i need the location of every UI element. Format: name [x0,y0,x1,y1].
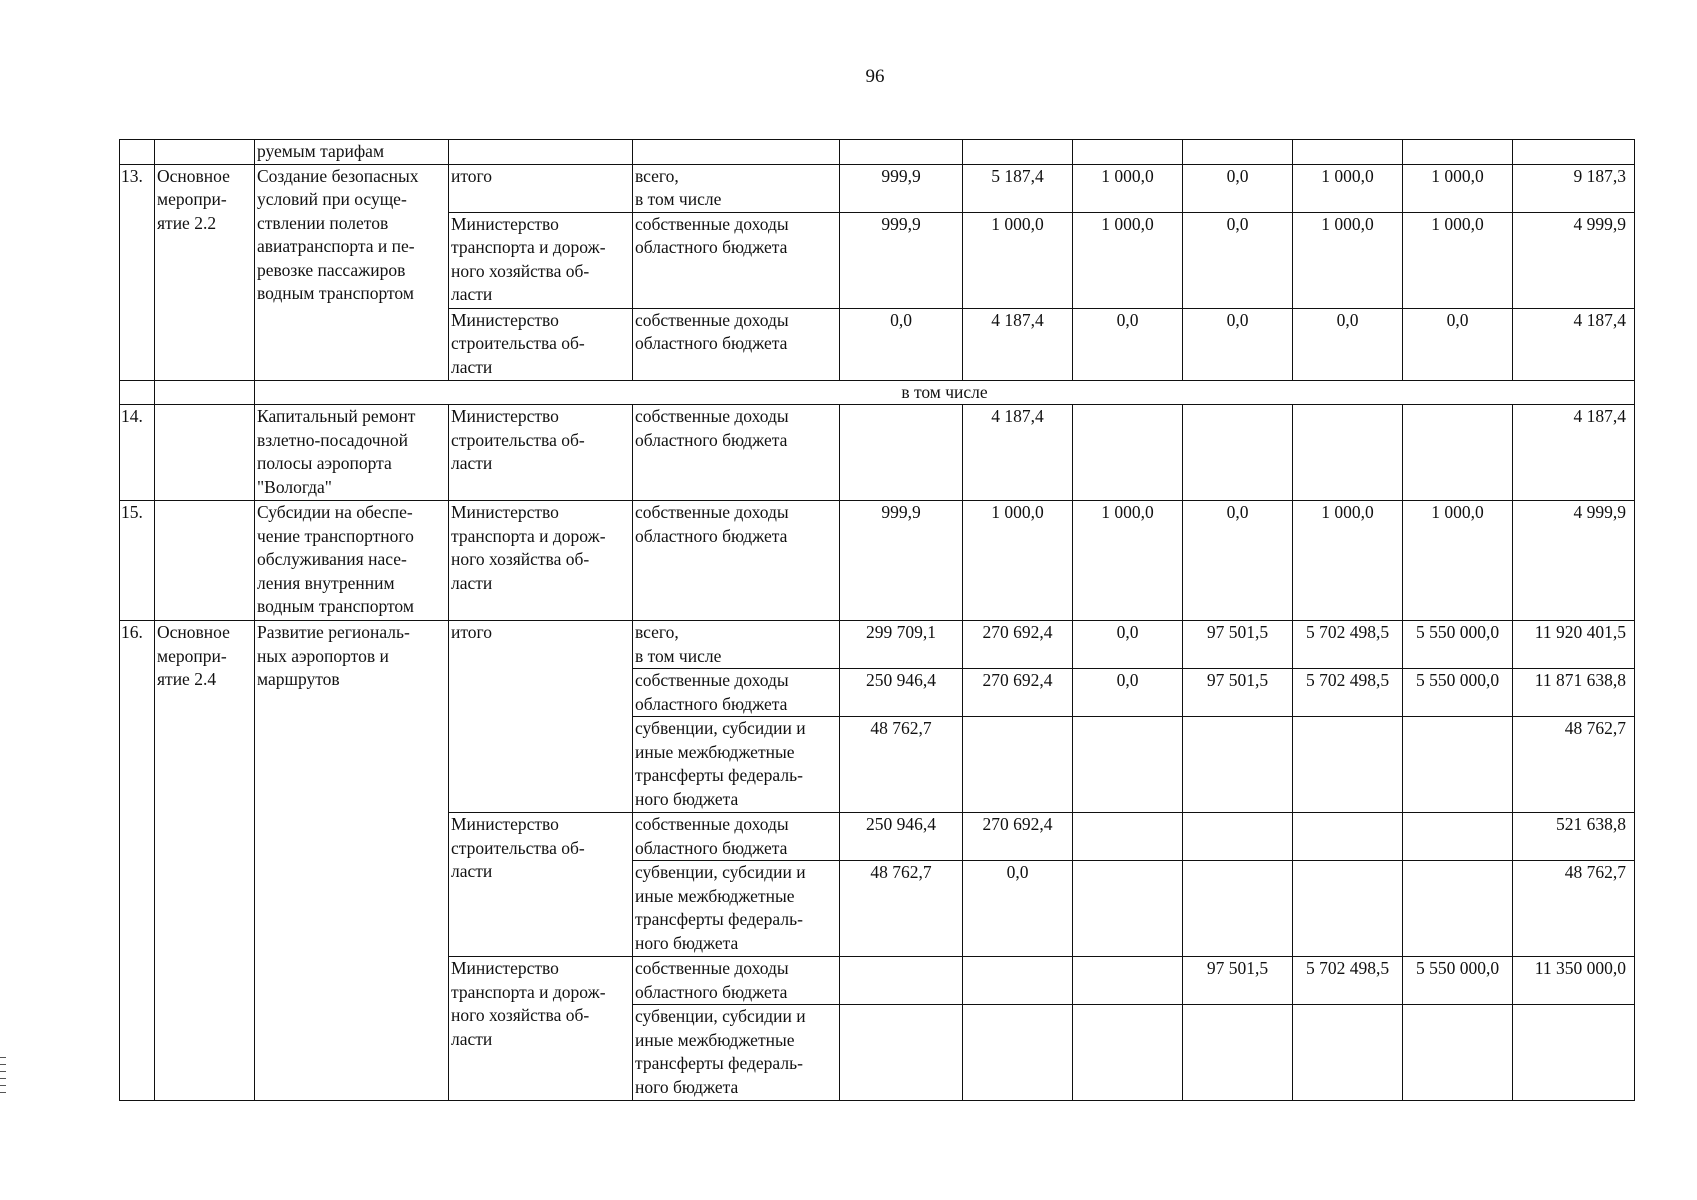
value-cell: 1 000,0 [1073,501,1183,621]
value-cell: 1 000,0 [1293,501,1403,621]
text-line: ласти [451,453,493,473]
funding-source-cell [633,861,840,957]
text-line: субвенции, субсидии и [635,862,806,882]
value-cell: 0,0 [1293,308,1403,380]
text-line: ласти [451,284,493,304]
executor-cell [449,957,633,1101]
total-cell: 4 999,9 [1513,501,1635,621]
value-cell: 48 762,7 [840,861,963,957]
text-line: ного бюджета [635,788,739,809]
text-line: условий при осуще- [257,189,407,209]
total-cell [1513,1005,1635,1101]
text-line: ных аэропортов и [257,645,389,666]
value-cell: 1 000,0 [1293,212,1403,308]
text-line: Капитальный ремонт [257,406,416,426]
funding-source-cell [633,1005,840,1101]
text-line: собственные доходы [635,213,789,234]
executor-cell [449,813,633,957]
funding-source-cell [633,717,840,813]
value-cell [840,1005,963,1101]
value-cell: 4 187,4 [963,405,1073,501]
table-row [120,501,1635,621]
executor-cell [449,621,633,813]
text-line: Основное [157,165,230,186]
text-line: транспорта и дорож- [451,981,606,1002]
value-cell: 999,9 [840,501,963,621]
text-line: ления внутренним [257,572,395,593]
value-cell: 0,0 [840,308,963,380]
value-cell: 5 550 000,0 [1403,621,1513,669]
total-cell: 48 762,7 [1513,717,1635,813]
measure-name-cell [255,621,449,1101]
value-cell [1073,813,1183,861]
measure-name-cell [255,501,449,621]
measure-type-cell [155,164,255,380]
row-number: 15. [120,501,155,621]
text-line: обслуживания насе- [257,549,407,569]
text-line: ного бюджета [635,1076,739,1097]
row-number: 13. [120,164,155,380]
total-cell: 11 871 638,8 [1513,669,1635,717]
text-line: областного бюджета [635,237,788,257]
value-cell: 48 762,7 [840,717,963,813]
text-line: "Вологда" [257,476,332,497]
value-cell: 5 702 498,5 [1293,621,1403,669]
table-row [120,621,1635,669]
value-cell [1403,405,1513,501]
text-line: водным транспортом [257,596,414,616]
value-cell: 1 000,0 [1073,212,1183,308]
value-cell [1293,717,1403,813]
measure-name-cell [255,405,449,501]
measure-type-cell [155,621,255,1101]
row-number: 16. [120,621,155,1101]
text-line: итого [451,165,493,186]
value-cell: 5 702 498,5 [1293,957,1403,1005]
funding-source-cell [633,405,840,501]
text-line: строительства об- [451,429,585,450]
text-line: всего, [635,622,679,642]
value-cell: 4 187,4 [963,308,1073,380]
total-cell: 9 187,3 [1513,164,1635,212]
text-line: трансферты федераль- [635,1053,803,1073]
value-cell [840,405,963,501]
text-line: меропри- [157,189,227,209]
funding-source-cell [633,212,840,308]
text-line: областного бюджета [635,429,788,450]
text-line: всего, [635,165,679,186]
measure-name-cell [255,164,449,380]
table-row [120,405,1635,501]
value-cell: 0,0 [1073,621,1183,669]
value-cell [1183,813,1293,861]
scan-edge-marks [0,1057,6,1099]
text-line: ятие 2.2 [157,212,217,233]
executor-cell [449,405,633,501]
text-line: ствлении полетов [257,212,389,233]
value-cell [1183,1005,1293,1101]
value-cell [963,1005,1073,1101]
text-line: областного бюджета [635,981,788,1002]
value-cell: 0,0 [1403,308,1513,380]
text-line: Министерство [451,213,559,234]
value-cell [1073,717,1183,813]
text-line: ного хозяйства об- [451,549,590,569]
page-number: 96 [865,66,885,87]
value-cell: 299 709,1 [840,621,963,669]
value-cell [1293,405,1403,501]
value-cell: 97 501,5 [1183,669,1293,717]
total-cell: 11 920 401,5 [1513,621,1635,669]
executor-cell [449,212,633,308]
text-line: полосы аэропорта [257,453,392,473]
value-cell: 0,0 [1073,308,1183,380]
text-line: субвенции, субсидии и [635,1006,806,1026]
text-line: ного хозяйства об- [451,260,590,281]
value-cell: 5 550 000,0 [1403,669,1513,717]
row-number: 14. [120,405,155,501]
value-cell [1403,861,1513,957]
value-cell: 1 000,0 [1293,164,1403,212]
text-line: Министерство [451,958,559,978]
text-line: трансферты федераль- [635,909,803,929]
value-cell [1183,861,1293,957]
text-line: иные межбюджетные [635,741,795,762]
text-line: ревозке пассажиров [257,259,406,280]
text-line: областного бюджета [635,333,788,353]
text-line: в том числе [635,189,722,209]
text-line: ного хозяйства об- [451,1005,590,1025]
value-cell [1073,1005,1183,1101]
text-line: ятие 2.4 [157,669,217,689]
text-line: областного бюджета [635,693,788,714]
text-line: собственные доходы [635,406,789,426]
text-line: в том числе [635,645,722,666]
text-line: Министерство [451,406,559,426]
text-line: руемым тарифам [257,141,385,161]
funding-source-cell [633,669,840,717]
value-cell: 270 692,4 [963,813,1073,861]
value-cell: 999,9 [840,212,963,308]
value-cell [1073,957,1183,1005]
text-line: Субсидии на обеспе- [257,502,413,522]
funding-source-cell [633,164,840,212]
text-line: Основное [157,622,230,642]
text-line: иные межбюджетные [635,1029,795,1050]
value-cell: 1 000,0 [1403,212,1513,308]
text-line: субвенции, субсидии и [635,718,806,738]
value-cell: 1 000,0 [963,501,1073,621]
value-cell: 0,0 [1183,212,1293,308]
value-cell [1293,861,1403,957]
value-cell: 5 702 498,5 [1293,669,1403,717]
value-cell [1183,717,1293,813]
value-cell: 5 550 000,0 [1403,957,1513,1005]
text-line: ласти [451,861,493,881]
value-cell: 97 501,5 [1183,957,1293,1005]
text-line: иные межбюджетные [635,885,795,906]
funding-source-cell [633,813,840,861]
value-cell: 0,0 [1183,501,1293,621]
text-line: собственные доходы [635,670,789,690]
text-line: чение транспортного [257,525,414,546]
executor-cell [449,308,633,380]
total-cell: 48 762,7 [1513,861,1635,957]
text-line: ласти [451,356,493,377]
value-cell: 270 692,4 [963,621,1073,669]
text-line: Министерство [451,309,559,330]
text-line: Создание безопасных [257,165,419,186]
value-cell [1403,717,1513,813]
text-line: областного бюджета [635,525,788,546]
text-line: взлетно-посадочной [257,429,409,450]
text-line: транспорта и дорож- [451,525,606,546]
value-cell: 1 000,0 [1403,501,1513,621]
total-cell: 4 999,9 [1513,212,1635,308]
value-cell: 0,0 [1183,308,1293,380]
value-cell [1073,405,1183,501]
value-cell: 0,0 [1073,669,1183,717]
value-cell: 270 692,4 [963,669,1073,717]
funding-source-cell [633,308,840,380]
value-cell [963,717,1073,813]
text-line: собственные доходы [635,814,789,834]
total-cell: 11 350 000,0 [1513,957,1635,1005]
text-line: ного бюджета [635,932,739,953]
text-line: итого [451,622,493,642]
value-cell: 0,0 [963,861,1073,957]
value-cell: 97 501,5 [1183,621,1293,669]
funding-source-cell [633,957,840,1005]
table-row [120,164,1635,212]
value-cell [1403,1005,1513,1101]
value-cell: 250 946,4 [840,669,963,717]
value-cell: 999,9 [840,164,963,212]
text-line: собственные доходы [635,502,789,522]
text-line: ласти [451,1028,493,1049]
text-line: авиатранспорта и пе- [257,236,415,256]
text-line: собственные доходы [635,309,789,330]
value-cell: 1 000,0 [1403,164,1513,212]
text-line: ласти [451,572,493,593]
text-line: строительства об- [451,837,585,858]
text-line: Развитие региональ- [257,622,410,642]
value-cell: 0,0 [1183,164,1293,212]
text-line: меропри- [157,645,227,666]
value-cell: 5 187,4 [963,164,1073,212]
value-cell [963,957,1073,1005]
total-cell: 4 187,4 [1513,405,1635,501]
text-line: транспорта и дорож- [451,237,606,257]
value-cell [1403,813,1513,861]
funding-source-cell [633,501,840,621]
value-cell [1183,405,1293,501]
text-line: водным транспортом [257,283,414,303]
funding-source-cell [633,621,840,669]
text-line: Министерство [451,814,559,834]
text-line: трансферты федераль- [635,765,803,785]
total-cell: 521 638,8 [1513,813,1635,861]
total-cell: 4 187,4 [1513,308,1635,380]
table-row [120,140,1635,165]
value-cell [1293,1005,1403,1101]
executor-cell [449,164,633,212]
value-cell: 1 000,0 [1073,164,1183,212]
executor-cell [449,501,633,621]
table-row [120,380,1635,405]
text-line: собственные доходы [635,958,789,978]
measure-name-cell [255,140,449,165]
value-cell: 250 946,4 [840,813,963,861]
budget-table [119,139,1635,1101]
value-cell [1073,861,1183,957]
value-cell: 1 000,0 [963,212,1073,308]
text-line: Министерство [451,502,559,522]
section-subheader: в том числе [255,380,1635,405]
text-line: областного бюджета [635,837,788,858]
value-cell [1293,813,1403,861]
value-cell [840,957,963,1005]
text-line: маршрутов [257,669,340,689]
text-line: строительства об- [451,333,585,353]
